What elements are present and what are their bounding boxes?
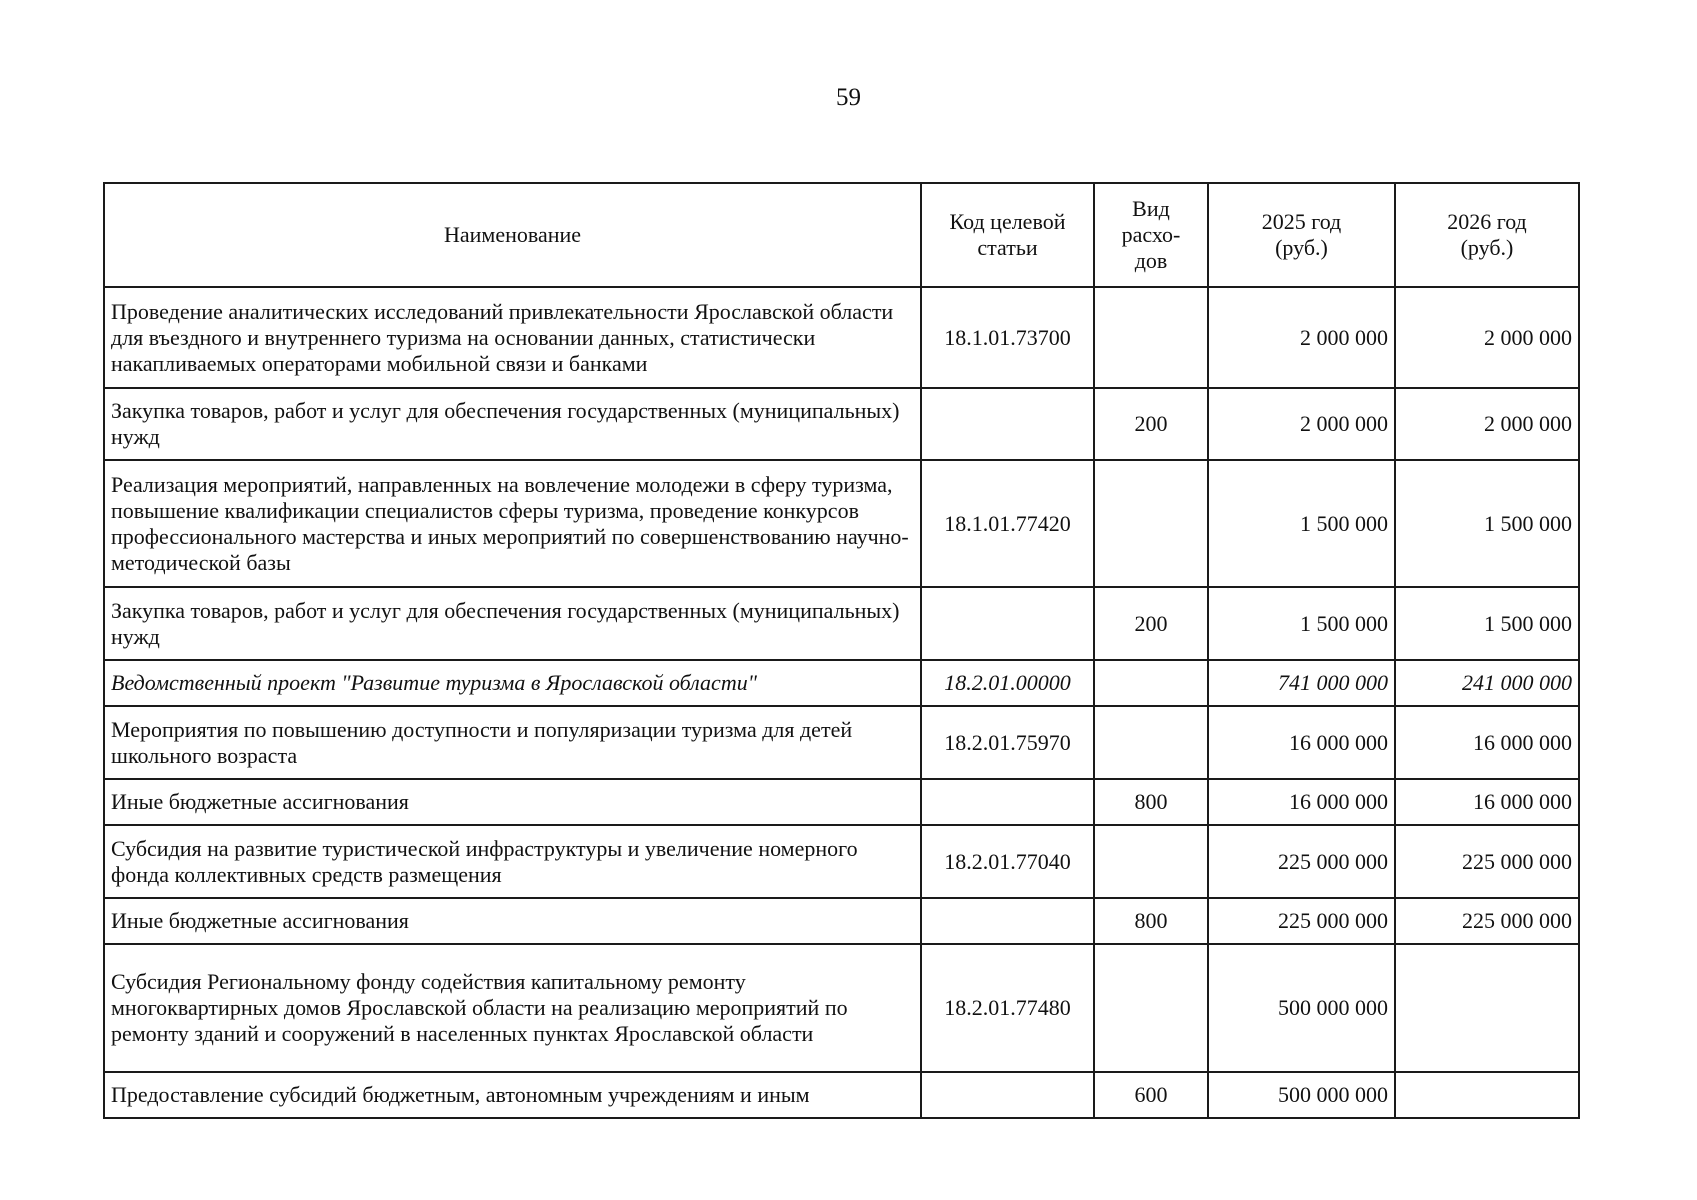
row-name: Закупка товаров, работ и услуг для обеспечения государственных (муниципальных) нужд xyxy=(104,587,921,660)
row-2026: 2 000 000 xyxy=(1395,287,1579,388)
table-row xyxy=(104,587,1579,660)
row-kind xyxy=(1094,660,1208,706)
row-code xyxy=(921,1072,1094,1118)
row-2025: 225 000 000 xyxy=(1208,898,1395,944)
row-2026: 225 000 000 xyxy=(1395,825,1579,898)
header-2025-line2: (руб.) xyxy=(1275,235,1328,260)
header-kind-line1: Вид xyxy=(1132,196,1170,221)
budget-table xyxy=(103,182,1580,1119)
row-name: Проведение аналитических исследований привлекательности Ярославской области для въездного и внутреннего туризма на основании данных, статистически накапливаемых операторами мобильной связи и банками xyxy=(104,287,921,388)
row-code xyxy=(921,587,1094,660)
header-2026 xyxy=(1395,183,1579,287)
row-code: 18.2.01.77040 xyxy=(921,825,1094,898)
row-kind xyxy=(1094,460,1208,587)
header-name: Наименование xyxy=(104,183,921,287)
header-kind xyxy=(1094,183,1208,287)
table-row xyxy=(104,779,1579,825)
table-row xyxy=(104,287,1579,388)
row-kind xyxy=(1094,825,1208,898)
row-2026 xyxy=(1395,1072,1579,1118)
table-header-row xyxy=(104,183,1579,287)
row-name: Субсидия на развитие туристической инфраструктуры и увеличение номерного фонда коллективных средств размещения xyxy=(104,825,921,898)
row-2026 xyxy=(1395,944,1579,1072)
row-name: Мероприятия по повышению доступности и популяризации туризма для детей школьного возраста xyxy=(104,706,921,779)
row-code: 18.2.01.75970 xyxy=(921,706,1094,779)
row-code: 18.1.01.73700 xyxy=(921,287,1094,388)
row-kind: 200 xyxy=(1094,388,1208,460)
table-row xyxy=(104,944,1579,1072)
header-code-line1: Код целевой xyxy=(949,209,1066,234)
header-2026-line2: (руб.) xyxy=(1460,235,1514,260)
row-code xyxy=(921,898,1094,944)
row-kind: 800 xyxy=(1094,898,1208,944)
row-2025: 500 000 000 xyxy=(1208,944,1395,1072)
row-code xyxy=(921,779,1094,825)
table-row xyxy=(104,706,1579,779)
row-2026: 16 000 000 xyxy=(1395,706,1579,779)
row-2025: 1 500 000 xyxy=(1208,460,1395,587)
row-2025: 741 000 000 xyxy=(1208,660,1395,706)
page-number: 59 xyxy=(836,84,861,111)
row-2026: 225 000 000 xyxy=(1395,898,1579,944)
row-2025: 2 000 000 xyxy=(1208,287,1395,388)
header-2025 xyxy=(1208,183,1395,287)
row-2025: 500 000 000 xyxy=(1208,1072,1395,1118)
row-2026: 2 000 000 xyxy=(1395,388,1579,460)
table-row xyxy=(104,898,1579,944)
row-name: Ведомственный проект "Развитие туризма в Ярославской области" xyxy=(104,660,921,706)
row-kind: 200 xyxy=(1094,587,1208,660)
header-kind-line3: дов xyxy=(1134,248,1168,273)
row-name: Иные бюджетные ассигнования xyxy=(104,898,921,944)
row-2025: 2 000 000 xyxy=(1208,388,1395,460)
header-kind-line2: расхо- xyxy=(1121,222,1181,247)
table-row xyxy=(104,1072,1579,1118)
row-kind xyxy=(1094,287,1208,388)
row-2026: 241 000 000 xyxy=(1395,660,1579,706)
row-2026: 1 500 000 xyxy=(1395,460,1579,587)
row-kind xyxy=(1094,706,1208,779)
header-2025-line1: 2025 год xyxy=(1261,209,1342,234)
header-2026-line1: 2026 год xyxy=(1447,209,1527,234)
row-kind xyxy=(1094,944,1208,1072)
row-2025: 225 000 000 xyxy=(1208,825,1395,898)
row-kind: 800 xyxy=(1094,779,1208,825)
row-name: Закупка товаров, работ и услуг для обеспечения государственных (муниципальных) нужд xyxy=(104,388,921,460)
row-code: 18.2.01.77480 xyxy=(921,944,1094,1072)
row-2025: 16 000 000 xyxy=(1208,779,1395,825)
header-code-line2: статьи xyxy=(977,235,1038,260)
row-2026: 1 500 000 xyxy=(1395,587,1579,660)
table-row xyxy=(104,825,1579,898)
row-code: 18.2.01.00000 xyxy=(921,660,1094,706)
table-row xyxy=(104,460,1579,587)
row-2025: 1 500 000 xyxy=(1208,587,1395,660)
row-code: 18.1.01.77420 xyxy=(921,460,1094,587)
table-row xyxy=(104,388,1579,460)
row-name: Реализация мероприятий, направленных на вовлечение молодежи в сферу туризма, повышение квалификации специалистов сферы туризма, проведение конкурсов профессионального мастерства и иных мероприятий по совершенствованию научно-методической базы xyxy=(104,460,921,587)
row-code xyxy=(921,388,1094,460)
row-2025: 16 000 000 xyxy=(1208,706,1395,779)
row-kind: 600 xyxy=(1094,1072,1208,1118)
row-name: Иные бюджетные ассигнования xyxy=(104,779,921,825)
table-row xyxy=(104,660,1579,706)
row-name: Предоставление субсидий бюджетным, автономным учреждениям и иным xyxy=(104,1072,921,1118)
row-2026: 16 000 000 xyxy=(1395,779,1579,825)
header-code xyxy=(921,183,1094,287)
row-name: Субсидия Региональному фонду содействия капитальному ремонту многоквартирных домов Ярославской области на реализацию мероприятий по ремонту зданий и сооружений в населенных пунктах Ярославской области xyxy=(104,944,921,1072)
